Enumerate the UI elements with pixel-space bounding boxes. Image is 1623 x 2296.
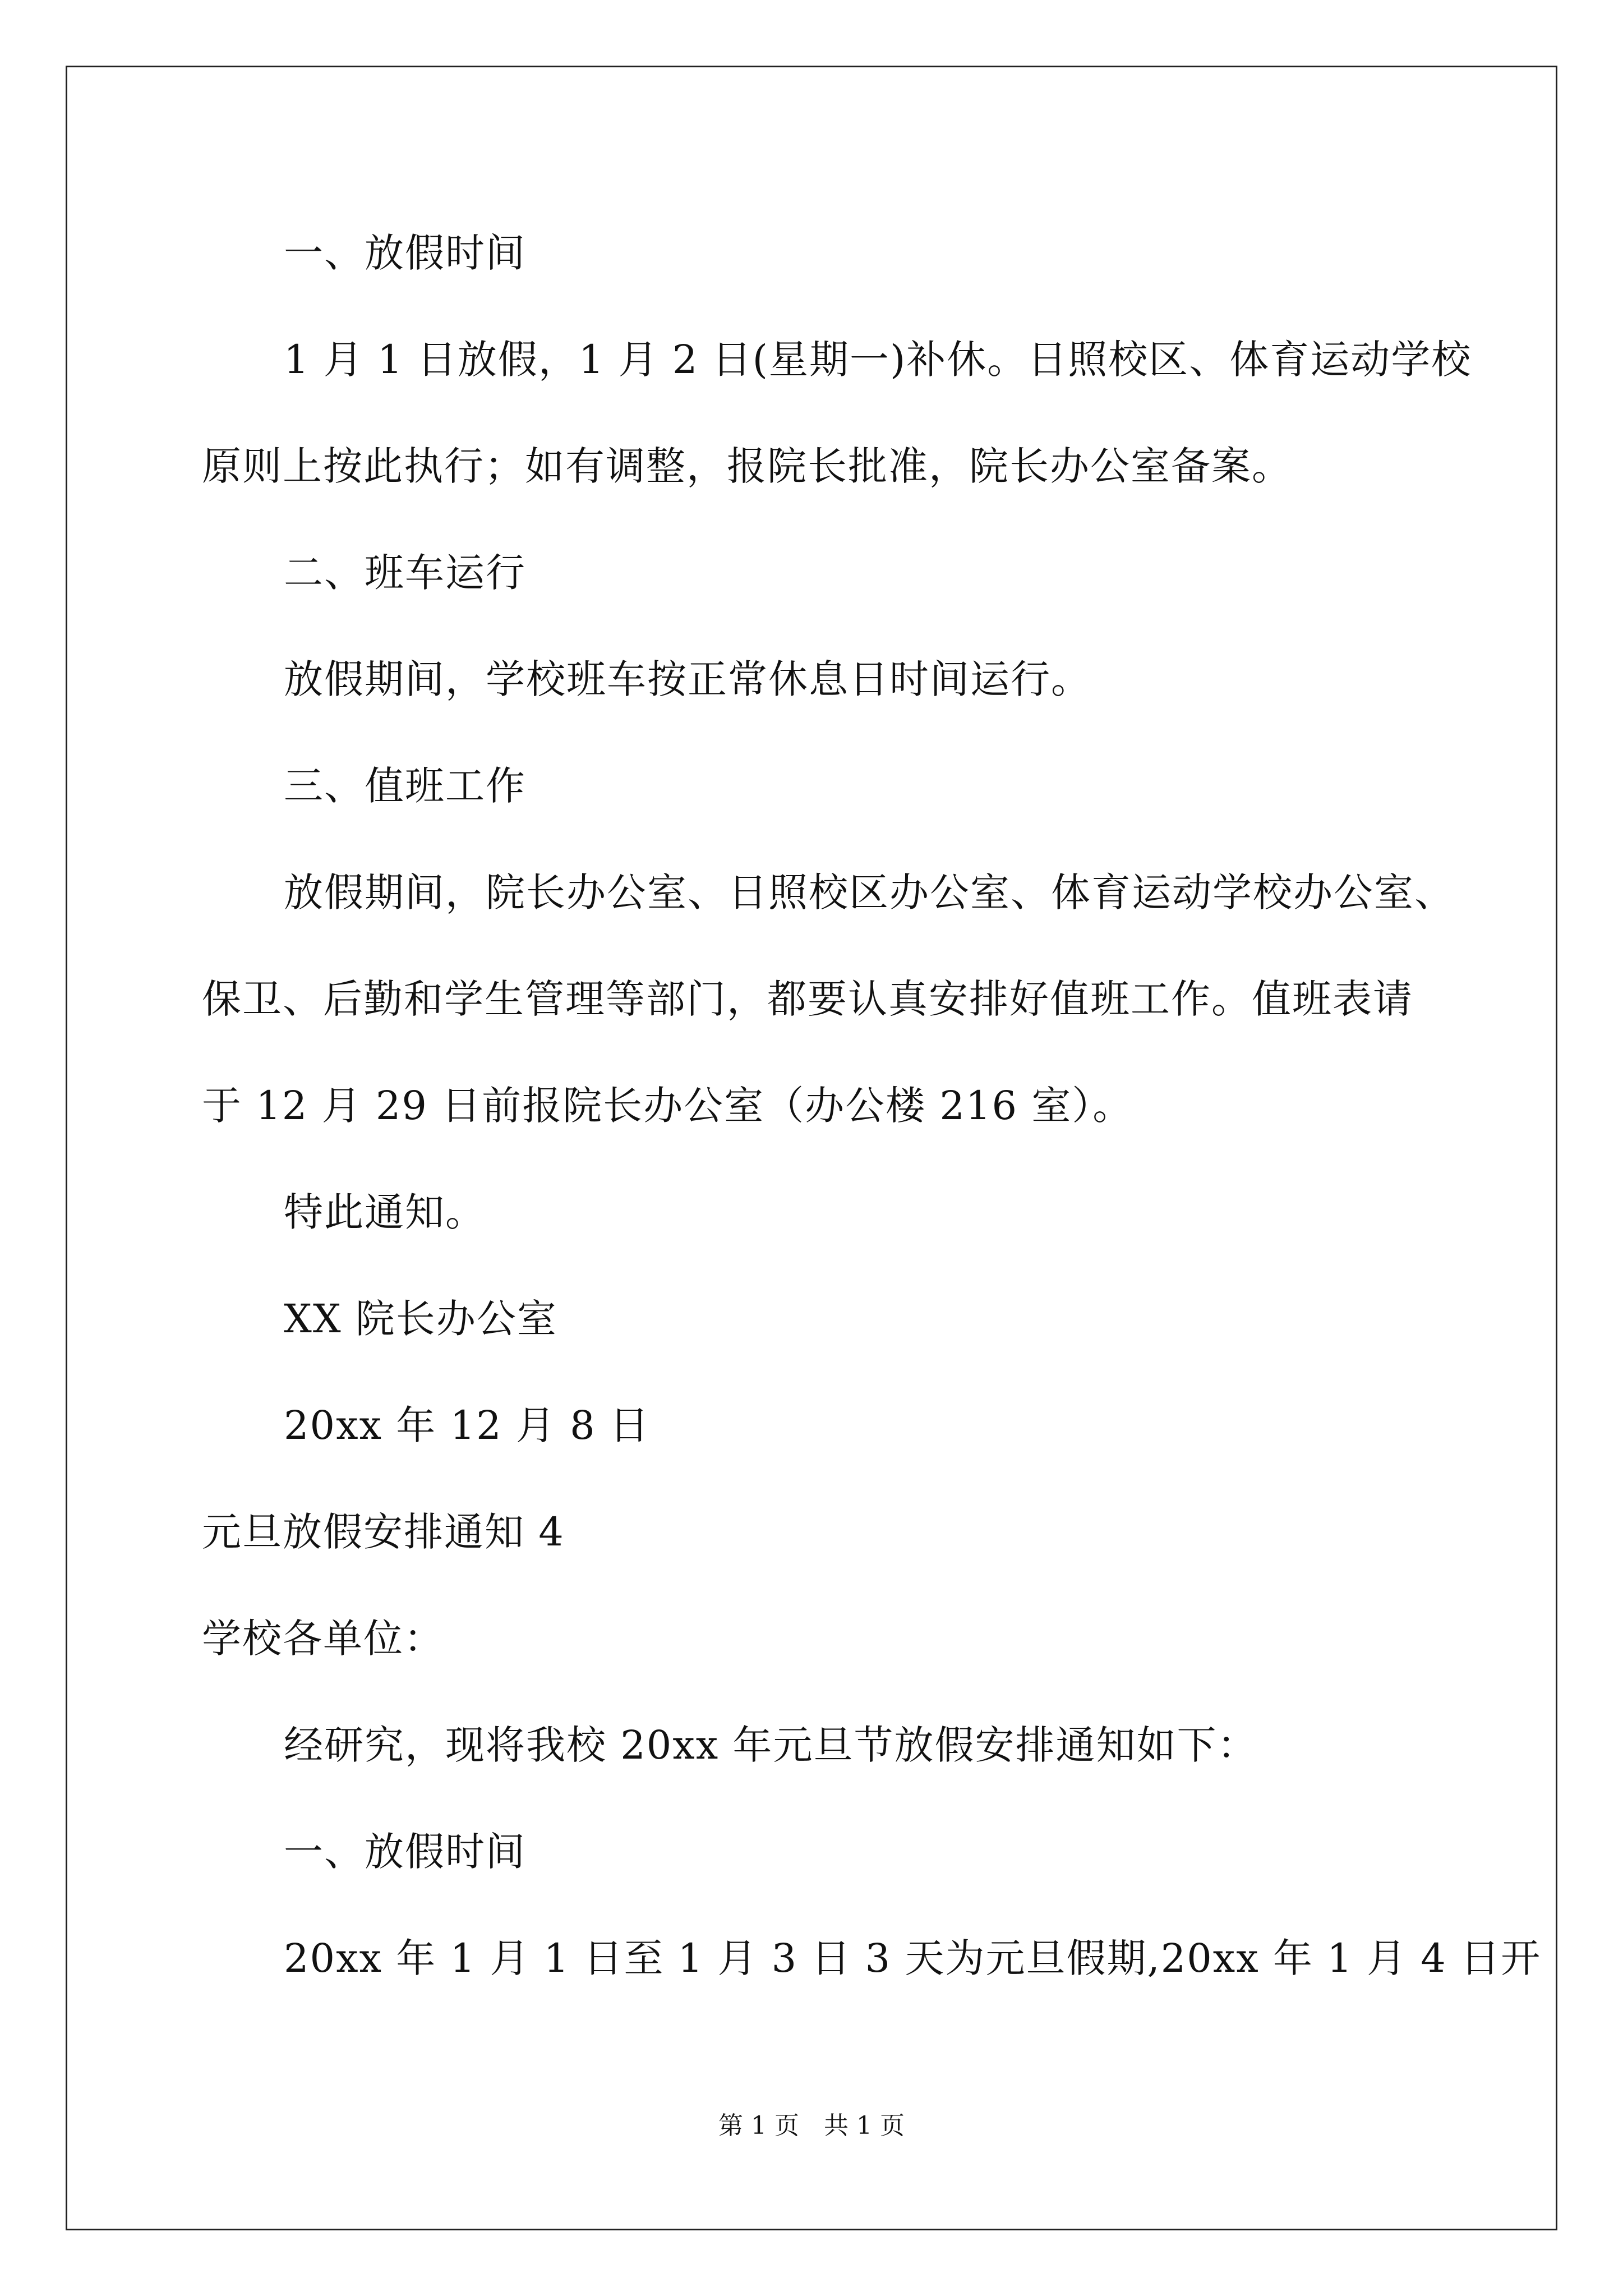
section-heading-holiday-time: 一、放假时间 xyxy=(284,230,526,276)
closing-remark: 特此通知。 xyxy=(284,1189,486,1235)
salutation: 学校各单位： xyxy=(202,1616,444,1662)
signature-office: XX 院长办公室 xyxy=(284,1296,557,1342)
paragraph-line: 1 月 1 日放假，1 月 2 日(星期一)补休。日照校区、体育运动学校 xyxy=(284,337,1472,383)
notice-title: 元旦放假安排通知 4 xyxy=(202,1509,565,1555)
paragraph-line: 保卫、后勤和学生管理等部门，都要认真安排好值班工作。值班表请 xyxy=(202,976,1413,1022)
signature-date: 20xx 年 12 月 8 日 xyxy=(284,1402,650,1448)
section-heading-holiday-time: 一、放假时间 xyxy=(284,1829,526,1875)
paragraph-line: 经研究，现将我校 20xx 年元旦节放假安排通知如下： xyxy=(284,1722,1258,1768)
paragraph-line: 20xx 年 1 月 1 日至 1 月 3 日 3 天为元旦假期,20xx 年 1 月 4 日开 xyxy=(284,1935,1542,1981)
document-body xyxy=(202,222,1542,2034)
paragraph-line: 于 12 月 29 日前报院长办公室（办公楼 216 室）。 xyxy=(202,1083,1133,1129)
paragraph-line: 放假期间，院长办公室、日照校区办公室、体育运动学校办公室、 xyxy=(284,869,1455,915)
page-number-footer: 第 1 页 共 1 页 xyxy=(718,2111,905,2140)
paragraph-line: 放假期间，学校班车按正常休息日时间运行。 xyxy=(284,656,1091,702)
paragraph-line: 原则上按此执行；如有调整，报院长批准，院长办公室备案。 xyxy=(202,443,1292,489)
section-heading-shuttle: 二、班车运行 xyxy=(284,550,526,596)
section-heading-duty: 三、值班工作 xyxy=(284,763,526,809)
